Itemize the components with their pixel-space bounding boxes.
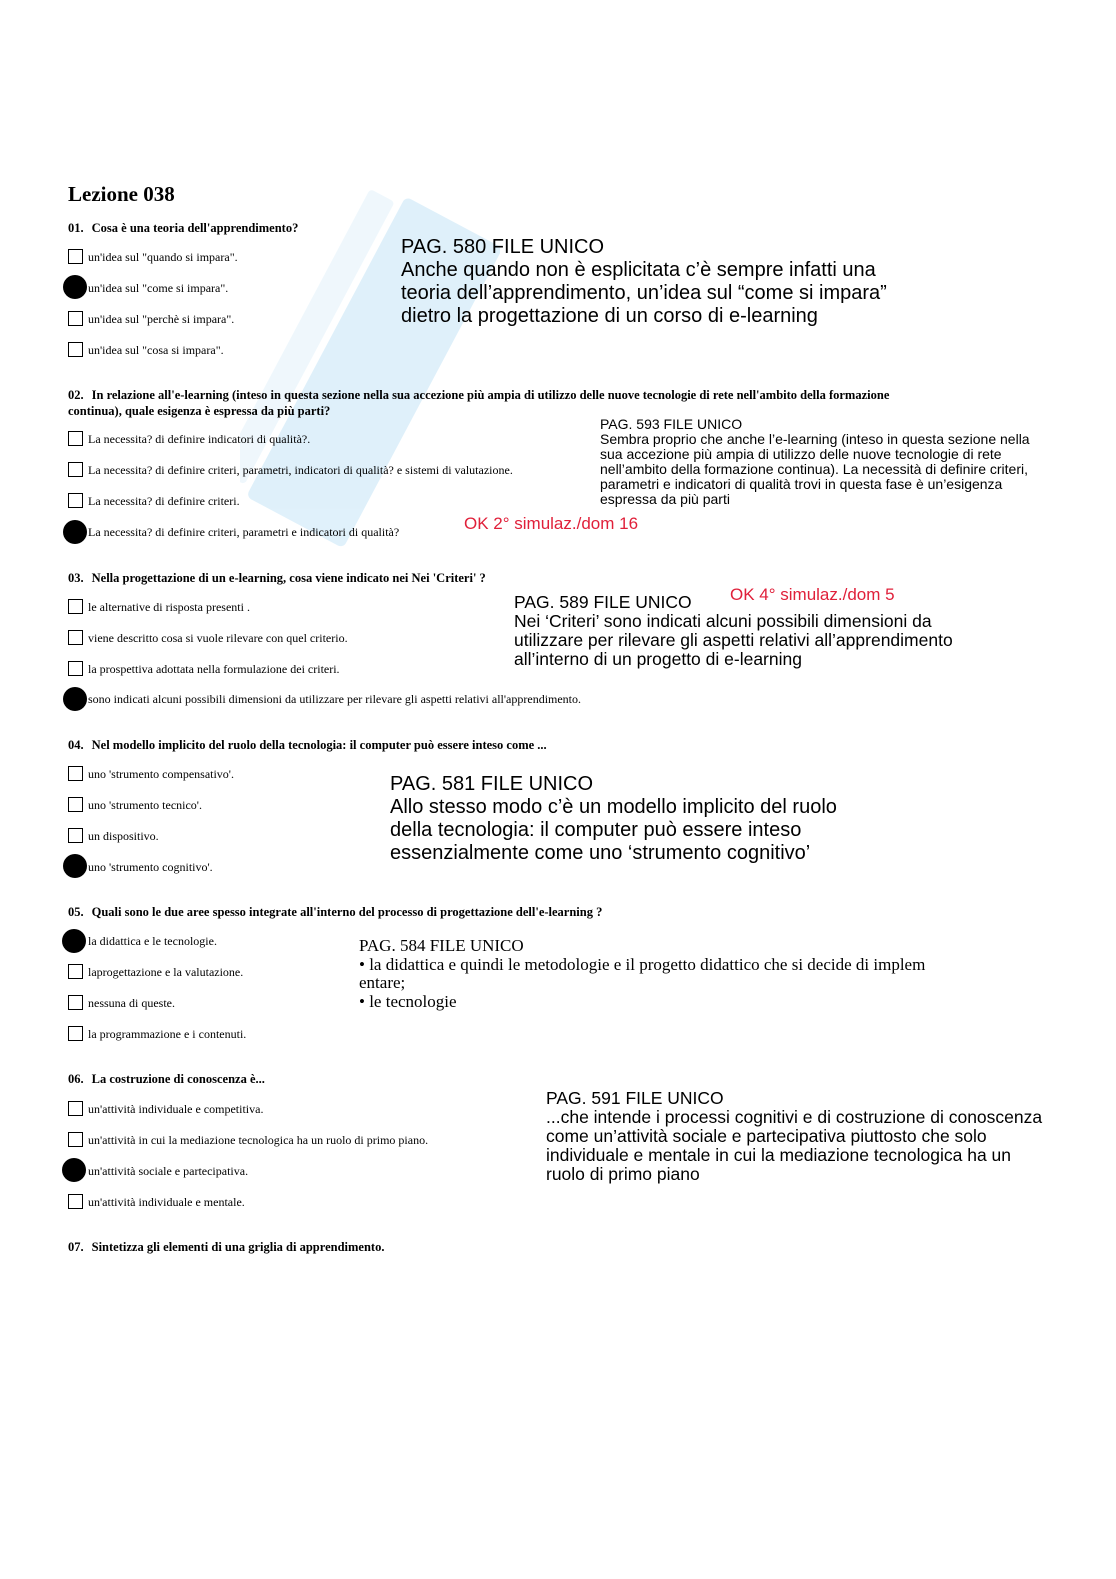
- checkbox[interactable]: [68, 995, 83, 1010]
- note-q02: PAG. 593 FILE UNICO Sembra proprio che anche l’e-learning (inteso in questa sezione nella sua accezione più ampia di utilizzo delle nuove tecnologie di rete nell’ambito della formazione continua). La necessità di definire criteri, parametri e indicatori di qualità trovi in questa fase è un’esigenza espressa da più parti: [600, 416, 1030, 507]
- selected-answer-mark: [63, 687, 87, 711]
- note-q05: PAG. 584 FILE UNICO • la didattica e quindi le metodologie e il progetto didattico che si decide di implem entare; • le tecnologie: [359, 936, 926, 1011]
- checkbox[interactable]: [68, 249, 83, 264]
- option[interactable]: un'idea sul "cosa si impara".: [68, 342, 224, 357]
- checkbox[interactable]: [68, 311, 83, 326]
- option[interactable]: la didattica e le tecnologie.: [68, 933, 217, 948]
- checkbox[interactable]: [68, 599, 83, 614]
- option[interactable]: uno 'strumento compensativo'.: [68, 766, 234, 781]
- selected-answer-mark: [62, 929, 86, 953]
- checkbox[interactable]: [68, 630, 83, 645]
- option[interactable]: viene descritto cosa si vuole rilevare con quel criterio.: [68, 630, 348, 645]
- option[interactable]: un'attività sociale e partecipativa.: [68, 1163, 248, 1178]
- question-07: 07. Sintetizza gli elementi di una griglia di apprendimento.: [68, 1240, 385, 1254]
- checkbox[interactable]: [68, 1194, 83, 1209]
- question-03: 03. Nella progettazione di un e-learning, cosa viene indicato nei Nei 'Criteri' ?: [68, 571, 486, 585]
- option[interactable]: sono indicati alcuni possibili dimensioni da utilizzare per rilevare gli aspetti relativi all'apprendimento.: [68, 691, 581, 706]
- checkbox[interactable]: [68, 828, 83, 843]
- checkbox[interactable]: [68, 964, 83, 979]
- checkbox[interactable]: [68, 661, 83, 676]
- checkbox[interactable]: [68, 1132, 83, 1147]
- option[interactable]: un'idea sul "come si impara".: [68, 280, 228, 295]
- checkbox[interactable]: [68, 493, 83, 508]
- ok-annotation: OK 4° simulaz./dom 5: [730, 585, 895, 604]
- question-06: 06. La costruzione di conoscenza è...: [68, 1072, 265, 1086]
- note-q01: PAG. 580 FILE UNICO Anche quando non è esplicitata c’è sempre infatti una teoria dell’apprendimento, un’idea sul “come si impara” dietro la progettazione di un corso di e-learning: [401, 236, 887, 327]
- page-title: Lezione 038: [68, 182, 175, 206]
- selected-answer-mark: [63, 275, 87, 299]
- ok-annotation: OK 2° simulaz./dom 16: [464, 514, 639, 533]
- option[interactable]: La necessita? di definire criteri, parametri e indicatori di qualità?: [68, 524, 399, 539]
- option[interactable]: un'attività individuale e mentale.: [68, 1194, 245, 1209]
- option[interactable]: un dispositivo.: [68, 828, 159, 843]
- option[interactable]: La necessita? di definire criteri.: [68, 493, 240, 508]
- option[interactable]: laprogettazione e la valutazione.: [68, 964, 243, 979]
- checkbox[interactable]: [68, 1101, 83, 1116]
- option[interactable]: la programmazione e i contenuti.: [68, 1026, 246, 1041]
- checkbox[interactable]: [68, 766, 83, 781]
- option[interactable]: la prospettiva adottata nella formulazione dei criteri.: [68, 661, 340, 676]
- option[interactable]: un'idea sul "perchè si impara".: [68, 311, 234, 326]
- checkbox[interactable]: [68, 462, 83, 477]
- selected-answer-mark: [62, 1158, 86, 1182]
- option[interactable]: nessuna di queste.: [68, 995, 175, 1010]
- option[interactable]: uno 'strumento cognitivo'.: [68, 859, 213, 874]
- option[interactable]: un'attività individuale e competitiva.: [68, 1101, 263, 1116]
- checkbox[interactable]: [68, 342, 83, 357]
- option[interactable]: uno 'strumento tecnico'.: [68, 797, 202, 812]
- question-04: 04. Nel modello implicito del ruolo della tecnologia: il computer può essere inteso come ...: [68, 738, 547, 752]
- note-q03: PAG. 589 FILE UNICO Nei ‘Criteri’ sono indicati alcuni possibili dimensioni da utilizzare per rilevare gli aspetti relativi all’apprendimento all’interno di un progetto di e-learning: [514, 592, 953, 669]
- note-q06: PAG. 591 FILE UNICO ...che intende i processi cognitivi e di costruzione di conoscenza come un’attività sociale e partecipativa piuttosto che solo individuale e mentale in cui la mediazione tecnologica ha un ruolo di primo piano: [546, 1088, 1043, 1184]
- option[interactable]: un'attività in cui la mediazione tecnologica ha un ruolo di primo piano.: [68, 1132, 428, 1147]
- note-q04: PAG. 581 FILE UNICO Allo stesso modo c’è un modello implicito del ruolo della tecnologia: il computer può essere inteso essenzialmente come uno ‘strumento cognitivo’: [390, 773, 837, 864]
- selected-answer-mark: [63, 520, 87, 544]
- question-01: 01. Cosa è una teoria dell'apprendimento?: [68, 221, 299, 235]
- checkbox[interactable]: [68, 1026, 83, 1041]
- question-05: 05. Quali sono le due aree spesso integrate all'interno del processo di progettazione dell'e-learning ?: [68, 905, 603, 919]
- option[interactable]: La necessita? di definire criteri, parametri, indicatori di qualità? e sistemi di valutazione.: [68, 462, 513, 477]
- checkbox[interactable]: [68, 797, 83, 812]
- checkbox[interactable]: [68, 431, 83, 446]
- selected-answer-mark: [63, 854, 87, 878]
- option[interactable]: un'idea sul "quando si impara".: [68, 249, 238, 264]
- option[interactable]: La necessita? di definire indicatori di qualità?.: [68, 431, 310, 446]
- option[interactable]: le alternative di risposta presenti .: [68, 599, 250, 614]
- question-02: 02. In relazione all'e-learning (inteso in questa sezione nella sua accezione più ampia di utilizzo delle nuove tecnologie di rete nell'ambito della formazione continua), quale esigenza è espressa da più parti?: [68, 388, 890, 418]
